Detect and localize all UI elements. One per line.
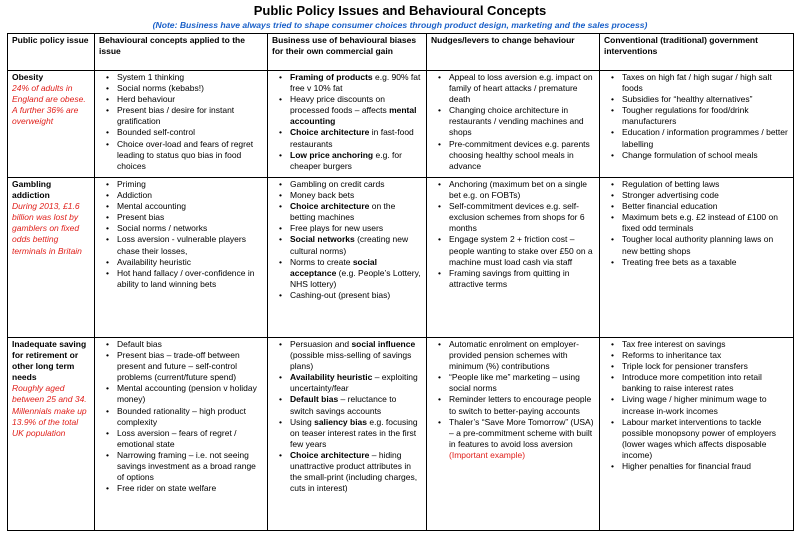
issue-cell [8,178,95,338]
concepts-cell [95,338,268,531]
government-cell [600,338,794,531]
concept-item: • Default bias [117,339,263,350]
text-segment: (e.g. People’s Lottery, NHS lottery) [290,267,421,289]
text-segment: (possible miss-selling of savings plans) [290,350,412,372]
government-item: • Treating free bets as a taxable [622,257,789,268]
text-segment: – hiding unattractive product attributes in the small-print (including charges, cuts in interest) [290,449,418,494]
nudges-cell [427,71,600,178]
issue-cell [8,338,95,531]
issue-name: Gambling addiction [12,179,52,201]
business-item [290,394,422,416]
table-row-gambling [8,178,794,338]
table-row-obesity [8,71,794,178]
business-item [290,179,422,190]
concept-item: • Mental accounting [117,201,263,212]
header-row [8,34,794,71]
concept-item: • Present bias [117,212,263,223]
business-item [290,290,422,301]
concept-item: • Bounded self-control [117,127,263,138]
text-segment: – reluctance to switch savings accounts [290,394,397,416]
highlight-note: (Important example) [449,449,526,460]
concept-item: • Social norms (kebabs!) [117,83,263,94]
text-segment: Self-commitment devices e.g. self-exclusion schemes from shops for 6 months [449,201,585,234]
business-item [290,72,422,94]
issue-name: Obesity [12,72,44,82]
government-item: • Subsidies for “healthy alternatives” [622,94,789,105]
issue-statistic: 24% of adults in England are obese. A further 36% are overweight [12,83,86,127]
text-segment: (creating new cultural norms) [290,234,409,256]
text-segment: Free plays for new users [290,223,384,234]
nudge-item [449,268,595,290]
text-segment: in fast-food restaurants [290,127,414,149]
government-item: • Better financial education [622,201,789,212]
business-item [290,234,422,256]
text-segment: Pre-commitment devices e.g. parents choosing healthy school meals in advance [449,138,590,171]
concept-item: • Loss aversion - vulnerable players chase their losses, [117,234,263,256]
government-item: • Tougher local authority planning laws on new betting shops [622,234,789,256]
nudge-item [449,234,595,267]
nudge-item [449,201,595,234]
concepts-cell [95,71,268,178]
government-cell [600,71,794,178]
business-item [290,257,422,290]
nudge-item [449,417,595,461]
page-title: Public Policy Issues and Behavioural Concepts [253,3,547,18]
government-item: • Stronger advertising code [622,190,789,201]
text-segment: Heavy price discounts on processed foods – affects [290,94,390,116]
concepts-cell [95,178,268,338]
nudge-item [449,394,595,416]
concept-item: • Narrowing framing – i.e. not seeing savings investment as a broad range of options [117,450,263,483]
nudge-item [449,179,595,201]
government-item: • Triple lock for pensioner transfers [622,361,789,372]
nudge-item [449,72,595,105]
government-item: • Taxes on high fat / high sugar / high salt foods [622,72,789,94]
business-cell [268,338,427,531]
government-item: • Higher penalties for financial fraud [622,461,789,472]
text-segment: on the betting machines [290,201,396,223]
business-item [290,94,422,127]
issue-statistic: During 2013, £1.6 billion was lost by gamblers on fixed odds betting terminals in Britain [12,201,82,256]
text-segment: – exploiting uncertainty/fear [290,372,418,394]
bold-term: mental accounting [290,105,417,127]
concept-item: • Addiction [117,190,263,201]
text-segment: Framing savings from quitting in attractive terms [449,267,570,289]
business-item [290,339,422,372]
text-segment: Changing choice architecture in restaurants / vending machines and shops [449,105,584,138]
issue-statistic: Roughly aged between 25 and 34. Millennials make up 13.9% of the total UK population [12,383,87,438]
issue-name: Inadequate saving for retirement or other long term needs [12,339,87,383]
text-segment: Norms to create [290,256,353,267]
government-item: • Change formulation of school meals [622,150,789,161]
text-segment: e.g. 90% fat free v 10% fat [290,72,421,94]
text-segment: Thaler’s “Save More Tomorrow” (USA) – a pre-commitment scheme with built in features to avoid loss aversion [449,416,594,449]
government-item: • Education / information programmes / better labelling [622,127,789,149]
concept-item: • Priming [117,179,263,190]
concept-item: • Choice over-load and fears of regret leading to status quo bias in food choices [117,139,263,172]
text-segment: Appeal to loss aversion e.g. impact on family of heart attacks / premature death [449,72,593,105]
concept-item: • Present bias – trade-off between present and future – self-control problems (current/future spend) [117,350,263,383]
concept-item: • Free rider on state welfare [117,483,263,494]
business-item [290,127,422,149]
text-segment: Anchoring (maximum bet on a single bet e.g. on FOBTs) [449,179,587,201]
business-cell [268,71,427,178]
header-concepts: Behavioural concepts applied to the issue [95,34,268,71]
concept-item: • Availability heuristic [117,257,263,268]
header-business: Business use of behavioural biases for their own commercial gain [268,34,427,71]
text-segment: “People like me” marketing – using social norms [449,372,580,394]
government-item: • Labour market interventions to tackle possible monopsony power of employers (lower wages which affects disposable income) [622,417,789,461]
text-segment: e.g. for cheaper burgers [290,149,402,171]
bold-term: social influence [351,339,416,349]
text-segment: Gambling on credit cards [290,179,385,189]
nudges-cell [427,178,600,338]
business-item [290,417,422,450]
business-item [290,223,422,234]
text-segment: e.g. focusing on teaser interest rates in the first few years [290,416,418,449]
text-segment: Reminder letters to encourage people to switch to better-paying accounts [449,394,592,416]
concept-item: • Loss aversion – fears of regret / emotional state [117,428,263,450]
concept-item: • Social norms / networks [117,223,263,234]
concept-item: • Hot hand fallacy / over-confidence in ability to land winning bets [117,268,263,290]
business-item [290,201,422,223]
issue-cell [8,71,95,178]
nudges-cell [427,338,600,531]
page-subtitle: (Note: Business have always tried to shape consumer choices through product design, marketing and the sales process) [152,20,648,30]
concept-item: • Bounded rationality – high product complexity [117,406,263,428]
bold-term: Social networks [290,234,355,245]
government-item: • Regulation of betting laws [622,179,789,190]
government-item: • Reforms to inheritance tax [622,350,789,361]
government-item: • Living wage / higher minimum wage to increase in-work incomes [622,394,789,416]
text-segment: Automatic enrolment on employer-provided pension schemes with minimum (%) contributions [449,339,579,372]
bold-term: social acceptance [290,256,377,278]
policy-table [7,33,794,531]
nudge-item [449,372,595,394]
nudge-item [449,339,595,372]
business-item [290,450,422,494]
business-item [290,150,422,172]
business-item [290,190,422,201]
bold-term: Choice architecture [290,127,370,138]
bold-term: Default bias [290,394,339,405]
concept-item: • Herd behaviour [117,94,263,105]
header-nudges: Nudges/levers to change behaviour [427,34,600,71]
text-segment: Using [290,416,315,427]
business-cell [268,178,427,338]
bold-term: saliency bias [314,416,368,427]
government-item: • Introduce more competition into retail banking to raise interest rates [622,372,789,394]
business-item [290,372,422,394]
government-item: • Tougher regulations for food/drink manufacturers [622,105,789,127]
concept-item: • Mental accounting (pension v holiday money) [117,383,263,405]
text-segment: Cashing-out (present bias) [290,289,391,300]
concept-item: • Present bias / desire for instant gratification [117,105,263,127]
government-item: • Tax free interest on savings [622,339,789,350]
government-cell [600,178,794,338]
header-government: Conventional (traditional) government interventions [600,34,794,71]
concept-item: • System 1 thinking [117,72,263,83]
bold-term: Low price anchoring [290,149,374,160]
bold-term: Choice architecture [290,201,370,212]
text-segment: Engage system 2 + friction cost – people wanting to stake over £50 on a machine must load cash via staff [449,234,593,267]
bold-term: Framing of products [290,72,373,82]
text-segment: Persuasion and [290,339,352,349]
text-segment: Money back bets [290,190,355,201]
table-row-saving [8,338,794,531]
bold-term: Availability heuristic [290,372,373,383]
header-issue: Public policy issue [8,34,95,71]
nudge-item [449,139,595,172]
government-item: • Maximum bets e.g. £2 instead of £100 on fixed odd terminals [622,212,789,234]
bold-term: Choice architecture [290,449,370,460]
nudge-item [449,105,595,138]
